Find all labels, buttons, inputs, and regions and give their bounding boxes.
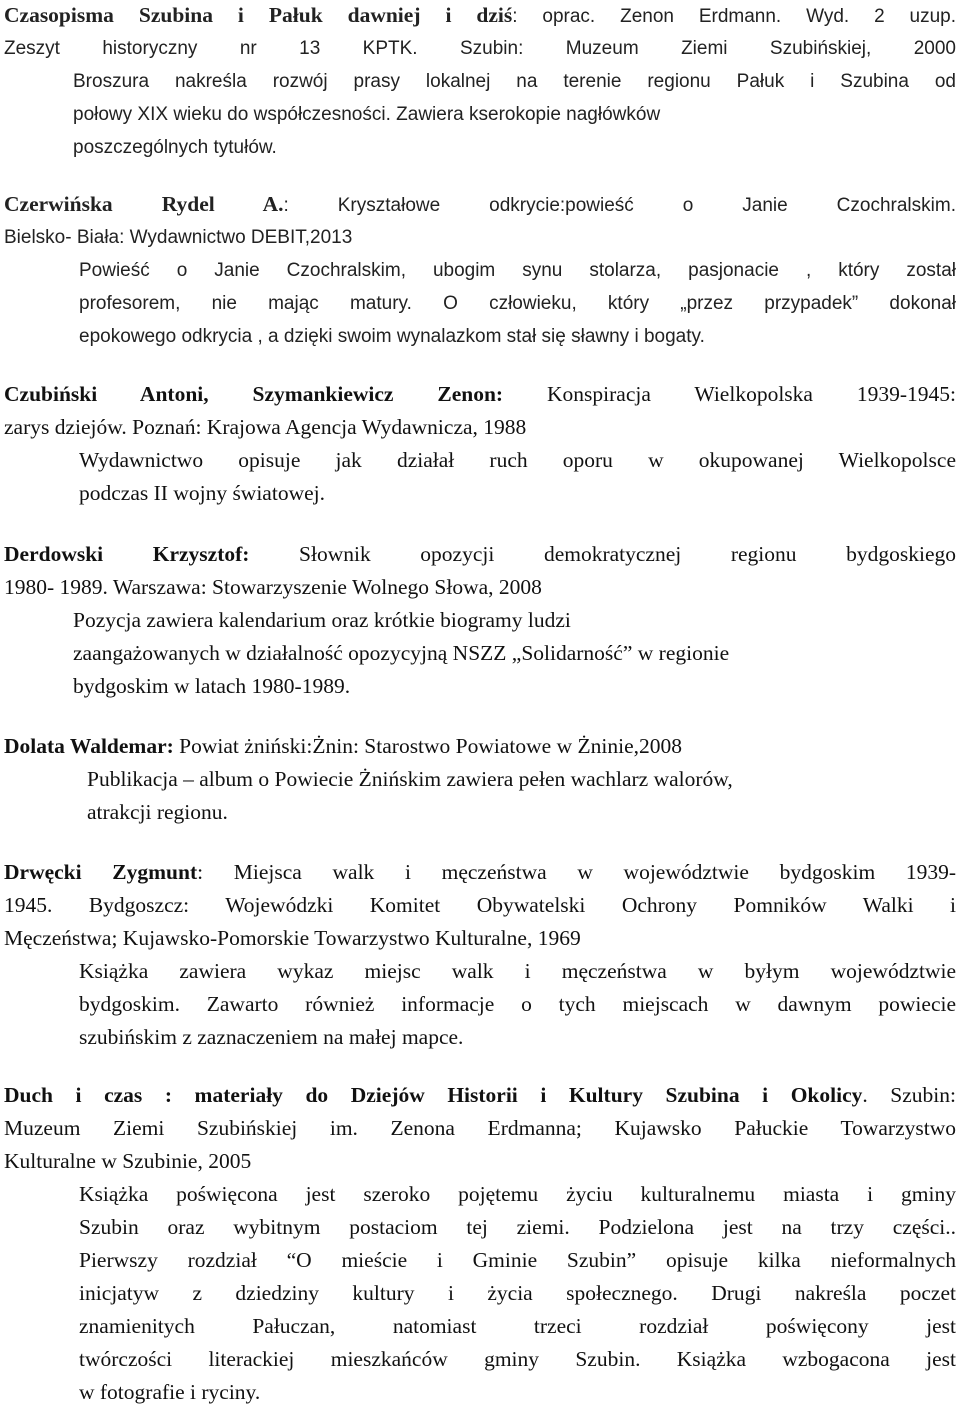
entry-description-line: Broszura nakreśla rozwój prasy lokalnej na terenie regionu Pałuk i Szubina od (73, 71, 956, 92)
entry-derdowski (4, 538, 956, 703)
entry-description-line: profesorem, nie mając matury. O człowieku, który „przez przypadek” dokonał (79, 293, 956, 314)
entry-author: Duch i czas : materiały do Dziejów Historii i Kultury Szubina i Okolicy (4, 1083, 863, 1107)
entry-author: Drwęcki Zygmunt (4, 860, 198, 884)
entry-description-line: szubińskim z zaznaczeniem na małej mapce. (79, 1025, 464, 1049)
entry-description-line: Powieść o Janie Czochralskim, ubogim synu stolarza, pasjonacie , który został (79, 260, 956, 281)
entry-citation: 1945. Bydgoszcz: Wojewódzki Komitet Obywatelski Ochrony Pomników Walki i (4, 893, 956, 917)
entry-author: Czasopisma Szubina i Pałuk dawniej i dziś (4, 3, 513, 27)
entry-description-line: zaangażowanych w działalność opozycyjną NSZZ „Solidarność” w regionie (73, 641, 730, 665)
entry-citation: : Kryształowe odkrycie:powieść o Janie Czochralskim. (283, 195, 956, 216)
entry-description-line: Pozycja zawiera kalendarium oraz krótkie biogramy ludzi (73, 608, 571, 632)
entry-citation: : Miejsca walk i męczeństwa w województwie bydgoskim 1939- (197, 860, 957, 884)
entry-citation: Słownik opozycji demokratycznej regionu bydgoskiego (249, 542, 956, 566)
entry-czerwinska (4, 188, 956, 353)
entry-citation: Muzeum Ziemi Szubińskiej im. Zenona Erdmanna; Kujawsko Pałuckie Towarzystwo (4, 1116, 956, 1140)
entry-heading-line (4, 730, 956, 763)
entry-duch-i-czas (4, 1079, 956, 1409)
entry-author: Dolata Waldemar: (4, 734, 174, 758)
entry-drwecki (4, 856, 956, 1054)
entry-citation: Męczeństwa; Kujawsko-Pomorskie Towarzystwo Kulturalne, 1969 (4, 926, 581, 950)
entry-citation: : oprac. Zenon Erdmann. Wyd. 2 uzup. (512, 6, 956, 27)
entry-description-line: Pierwszy rozdział “O mieście i Gminie Szubin” opisuje kilka nieformalnych (79, 1248, 956, 1272)
entry-description-line: w fotografie i ryciny. (79, 1380, 261, 1404)
entry-citation: Konspiracja Wielkopolska 1939-1945: (503, 382, 956, 406)
entry-author: Czubiński Antoni, Szymankiewicz Zenon: (4, 382, 504, 406)
entry-citation: 1980- 1989. Warszawa: Stowarzyszenie Wolnego Słowa, 2008 (4, 575, 542, 599)
entry-description-line: atrakcji regionu. (87, 800, 228, 824)
entry-heading-line (4, 856, 956, 889)
entry-description-line: znamienitych Pałuczan, natomiast trzeci rozdział poświęcony jest (79, 1314, 956, 1338)
entry-dolata (4, 730, 956, 829)
entry-description-line: Książka zawiera wykaz miejsc walk i męczeństwa w byłym województwie (79, 959, 956, 983)
entry-author: Derdowski Krzysztof: (4, 542, 250, 566)
entry-author: Czerwińska Rydel A. (4, 192, 284, 216)
entry-citation: . Szubin: (862, 1083, 957, 1107)
entry-description-line: podczas II wojny światowej. (79, 481, 325, 505)
entry-heading-line (4, 188, 956, 221)
entry-citation: Kulturalne w Szubinie, 2005 (4, 1149, 252, 1173)
entry-description-line: bydgoskim. Zawarto również informacje o tych miejscach w dawnym powiecie (79, 992, 956, 1016)
entry-description-line: bydgoskim w latach 1980-1989. (73, 674, 351, 698)
entry-citation: zarys dziejów. Poznań: Krajowa Agencja Wydawnicza, 1988 (4, 415, 527, 439)
entry-heading-line (4, 0, 956, 32)
entry-description-line: Książka poświęcona jest szeroko pojętemu życiu kulturalnemu miasta i gminy (79, 1182, 956, 1206)
entry-heading-line (4, 538, 956, 571)
entry-description-line: poszczególnych tytułów. (73, 137, 277, 158)
entry-description-line: Szubin oraz wybitnym postaciom tej ziemi. Podzielona jest na trzy części.. (79, 1215, 956, 1239)
entry-czubinski (4, 378, 956, 510)
entry-citation: Bielsko- Biała: Wydawnictwo DEBIT,2013 (4, 227, 353, 248)
entry-description-line: epokowego odkrycia , a dzięki swoim wynalazkom stał się sławny i bogaty. (79, 326, 705, 347)
entry-heading-line (4, 1079, 956, 1112)
entry-heading-line (4, 378, 956, 411)
entry-description-line: połowy XIX wieku do współczesności. Zawiera kserokopie nagłówków (73, 104, 661, 125)
entry-description-line: twórczości literackiej mieszkańców gminy Szubin. Książka wzbogacona jest (79, 1347, 956, 1371)
entry-szubin-press (4, 0, 956, 164)
entry-citation: Powiat żniński:Żnin: Starostwo Powiatowe w Żninie,2008 (173, 734, 682, 758)
entry-citation: Zeszyt historyczny nr 13 KPTK. Szubin: Muzeum Ziemi Szubińskiej, 2000 (4, 38, 956, 59)
entry-description-line: Wydawnictwo opisuje jak działał ruch oporu w okupowanej Wielkopolsce (79, 448, 956, 472)
entry-description-line: inicjatyw z dziedziny kultury i życia społecznego. Drugi nakreśla poczet (79, 1281, 956, 1305)
entry-description-line: Publikacja – album o Powiecie Żnińskim zawiera pełen wachlarz walorów, (87, 767, 733, 791)
